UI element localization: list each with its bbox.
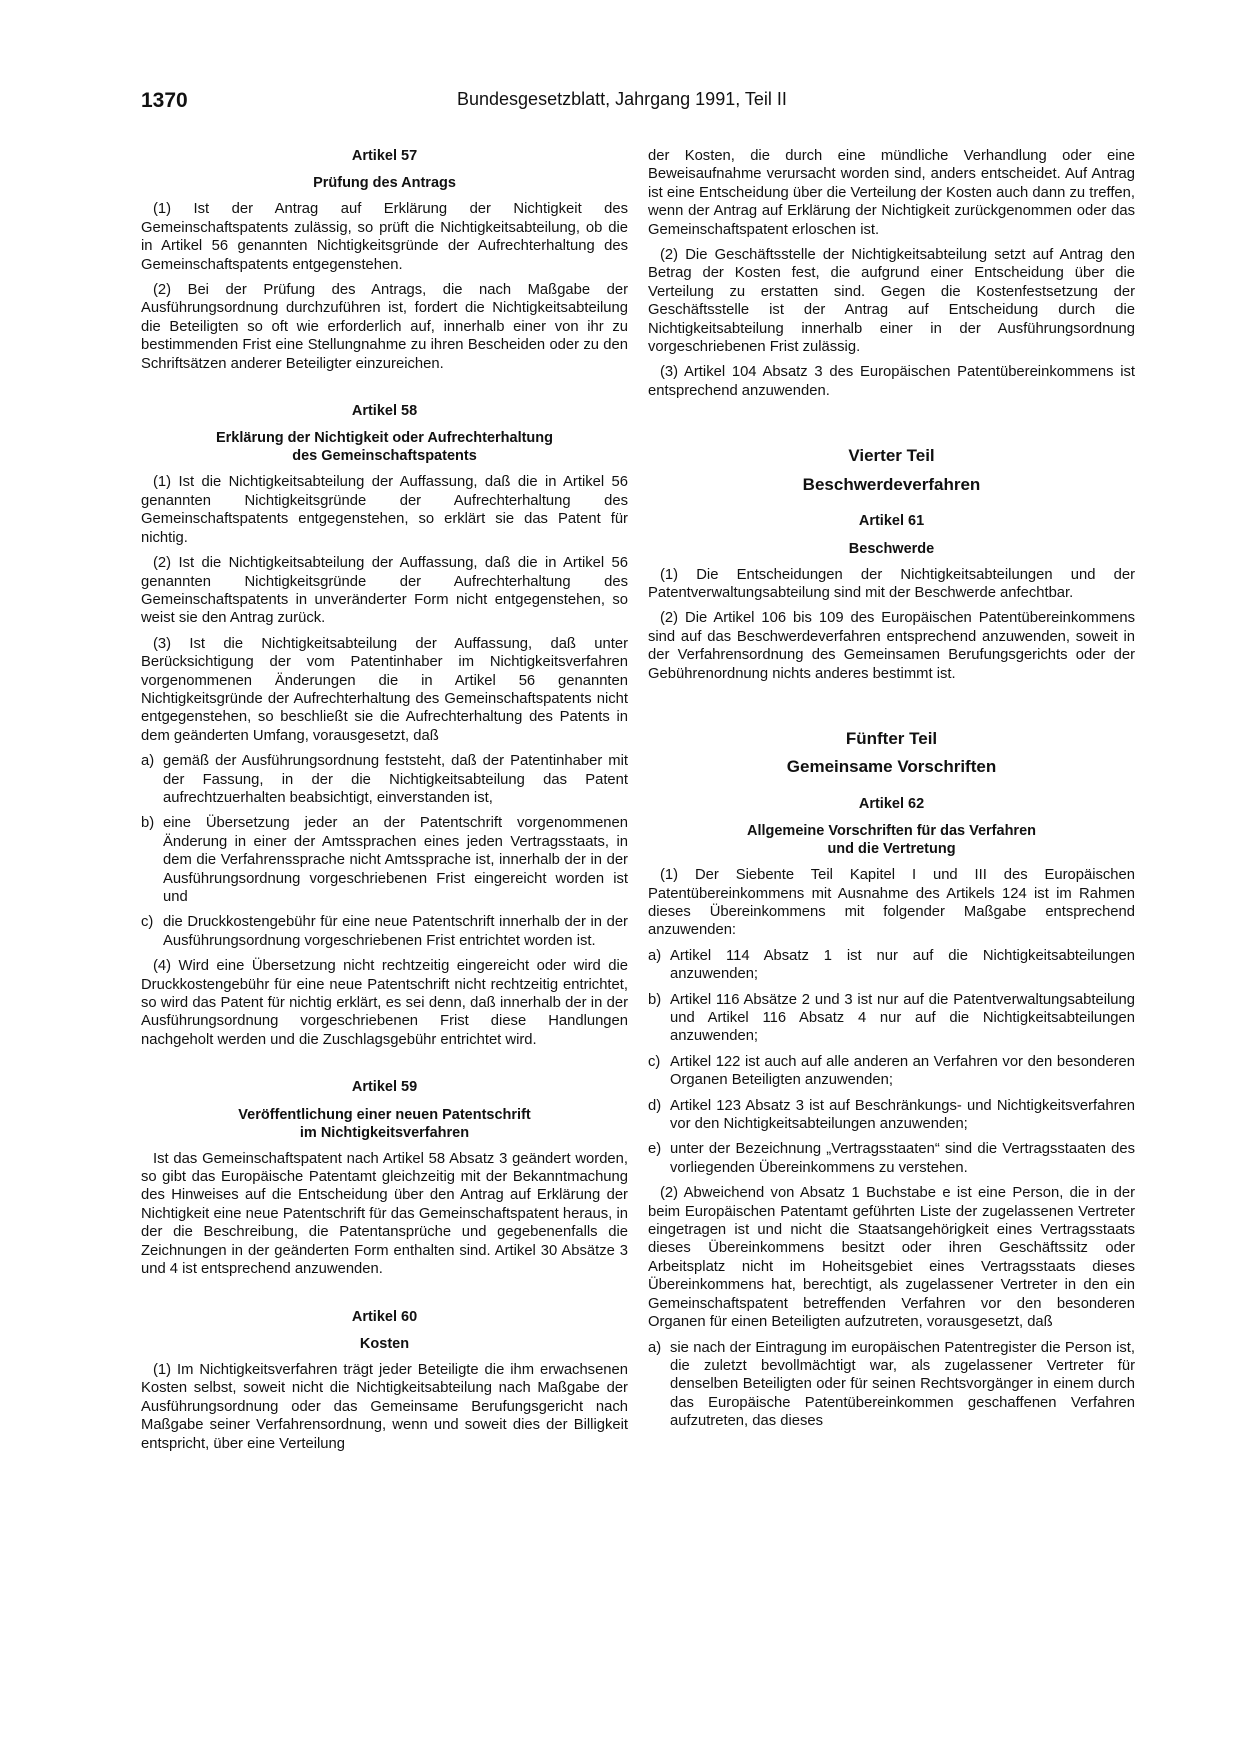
list-item-label: b)	[648, 991, 662, 1008]
list-item	[648, 947, 1135, 984]
paragraph: (2) Die Artikel 106 bis 109 des Europäischen Patentübereinkommens sind auf das Beschwerdeverfahren entsprechend anzuwenden, soweit in der Verfahrensordnung des Gemeinsamen Berufungsgerichts oder der Gebührenordnung nichts anderes bestimmt ist.	[648, 610, 1135, 682]
part-number: Vierter Teil	[848, 446, 935, 466]
right-column	[648, 147, 1135, 1438]
list-item-text: unter der Bezeichnung „Vertragsstaaten“ sind die Vertragsstaaten des vorliegenden Übereinkommens zu verstehen.	[670, 1141, 1135, 1176]
list-item-text: die Druckkostengebühr für eine neue Patentschrift innerhalb der in der Ausführungsordnung vorgeschriebenen Frist entrichtet worden ist.	[163, 914, 628, 949]
article-title-line: des Gemeinschaftspatents	[292, 448, 477, 465]
article-number: Artikel 60	[351, 1308, 418, 1325]
list-item	[141, 913, 628, 950]
article-number: Artikel 59	[351, 1079, 418, 1096]
list-item	[648, 991, 1135, 1046]
list-item-text: eine Übersetzung jeder an der Patentschrift vorgenommenen Änderung in einer der Amtssprachen eines jeden Vertragsstaats, in dem die Verfahrenssprache nicht Amtssprache ist, innerhalb der in der Ausführungsordnung vorgeschriebenen Frist eingereicht worden ist und	[163, 815, 628, 905]
list-item	[141, 814, 628, 906]
part-number: Fünfter Teil	[845, 728, 938, 748]
paragraph: (1) Der Siebente Teil Kapitel I und III des Europäischen Patentübereinkommens mit Ausnahme des Artikels 124 ist im Rahmen dieses Übereinkommens mit folgender Maßgabe entsprechend anzuwenden:	[648, 867, 1135, 939]
list-item-label: c)	[141, 914, 154, 931]
paragraph-continued: der Kosten, die durch eine mündliche Verhandlung oder eine Beweisaufnahme verursacht worden sind, anders entscheidet. Auf Antrag ist eine Entscheidung über die Verteilung der Kosten auch dann zu treffen, wenn der Antrag auf Erklärung der Nichtigkeit zurückgenommen oder das Gemeinschaftspatent erloschen ist.	[648, 148, 1135, 238]
paragraph: (1) Ist die Nichtigkeitsabteilung der Auffassung, daß die in Artikel 56 genannten Nichtigkeitsgründe der Aufrechterhaltung des Gemeinschaftspatents entgegenstehen, so erklärt sie das Patent für nichtig.	[141, 474, 628, 546]
article-number: Artikel 62	[858, 795, 925, 812]
article-title-line: Allgemeine Vorschriften für das Verfahren	[746, 823, 1036, 840]
article-number: Artikel 58	[351, 403, 418, 420]
page-number: 1370	[141, 89, 188, 112]
article-title: Kosten	[359, 1335, 410, 1352]
part-four	[648, 447, 1135, 494]
article-57	[141, 147, 628, 373]
article-title-line: Erklärung der Nichtigkeit oder Aufrechterhaltung	[215, 430, 554, 447]
article-title: Beschwerde	[848, 540, 935, 557]
list-item-text: Artikel 114 Absatz 1 ist nur auf die Nichtigkeitsabteilungen anzuwenden;	[670, 947, 1135, 983]
article-58	[141, 402, 628, 1049]
paragraph: (2) Bei der Prüfung des Antrags, die nach Maßgabe der Ausführungsordnung durchzuführen ist, fordert die Nichtigkeitsabteilung die Beteiligten so oft wie erforderlich auf, innerhalb einer von ihr zu bestimmenden Frist eine Stellungnahme zu ihren Bescheiden oder zu den Schriftsätzen anderer Beteiligter einzureichen.	[141, 282, 628, 372]
list-item-text: sie nach der Eintragung im europäischen Patentregister die Person ist, die zuletzt bevollmächtigt war, als zugelassener Vertreter für denselben Beteiligten oder für seinen Rechtsvorgänger in einem durch das Europäische Patentübereinkommen geschaffenen Verfahren aufzutreten, das dieses	[670, 1339, 1135, 1430]
left-column	[141, 147, 628, 1460]
list-item-text: Artikel 122 ist auch auf alle anderen an Verfahren vor den besonderen Organen Beteiligten anzuwenden;	[670, 1053, 1135, 1089]
paragraph: (4) Wird eine Übersetzung nicht rechtzeitig eingereicht oder wird die Druckkostengebühr für eine neue Patentschrift nicht rechtzeitig entrichtet, so wird das Patent für nichtig erklärt, es sei denn, daß innerhalb der in der Ausführungsordnung vorgeschriebenen Frist diese Handlungen nachgeholt werden und die Zuschlagsgebühr entrichtet wird.	[141, 958, 628, 1048]
list-item-label: a)	[648, 1339, 662, 1356]
paragraph: (3) Artikel 104 Absatz 3 des Europäischen Patentübereinkommens ist entsprechend anzuwenden.	[648, 364, 1135, 399]
list-item	[648, 1097, 1135, 1134]
article-number: Artikel 61	[858, 513, 925, 530]
list-item-label: d)	[648, 1097, 662, 1114]
article-61	[648, 512, 1135, 683]
article-62	[648, 795, 1135, 1431]
article-59	[141, 1078, 628, 1278]
paragraph: (1) Die Entscheidungen der Nichtigkeitsabteilungen und der Patentverwaltungsabteilung sind mit der Beschwerde anfechtbar.	[648, 566, 1135, 601]
list-item	[141, 752, 628, 807]
list-item	[648, 1339, 1135, 1431]
article-title-line: und die Vertretung	[827, 841, 956, 858]
paragraph: (2) Die Geschäftsstelle der Nichtigkeitsabteilung setzt auf Antrag den Betrag der Kosten fest, die aufgrund einer Entscheidung über die Verteilung zu erstatten sind. Gegen die Kostenfestsetzung der Geschäftsstelle ist der Antrag auf Entscheidung durch die Nichtigkeitsabteilung innerhalb einer in der Ausführungsordnung vorgeschriebenen Frist zulässig.	[648, 247, 1135, 356]
list-item-label: a)	[141, 753, 155, 770]
list-item-label: a)	[648, 947, 662, 964]
part-title: Beschwerdeverfahren	[802, 474, 981, 494]
list-item-label: e)	[648, 1141, 662, 1158]
article-title-line: im Nichtigkeitsverfahren	[299, 1124, 470, 1141]
list-item-text: Artikel 123 Absatz 3 ist auf Beschränkungs- und Nichtigkeitsverfahren vor den Nichtigkeitsabteilungen anzuwenden;	[670, 1097, 1135, 1133]
list-item-text: Artikel 116 Absätze 2 und 3 ist nur auf die Patentverwaltungsabteilung und Artikel 116 Absatz 4 nur auf die Nichtigkeitsabteilungen anzuwenden;	[670, 991, 1135, 1045]
part-five	[648, 730, 1135, 777]
article-title-line: Veröffentlichung einer neuen Patentschrift	[238, 1106, 531, 1123]
paragraph: Ist das Gemeinschaftspatent nach Artikel 58 Absatz 3 geändert worden, so gibt das Europäische Patentamt gleichzeitig mit der Bekanntmachung des Hinweises auf die Entscheidung über den Antrag auf Erklärung der Nichtigkeit eine neue Patentschrift für das Gemeinschaftspatent heraus, in der die Beschreibung, die Patentansprüche und gegebenenfalls die Zeichnungen in der geänderten Form enthalten sind. Artikel 30 Absätze 3 und 4 ist entsprechend anzuwenden.	[141, 1150, 628, 1278]
article-title	[141, 1106, 628, 1142]
paragraph: (2) Ist die Nichtigkeitsabteilung der Auffassung, daß die in Artikel 56 genannten Nichtigkeitsgründe der Aufrechterhaltung des Gemeinschaftspatents in unveränderter Form nicht entgegenstehen, so weist sie den Antrag zurück.	[141, 555, 628, 627]
paragraph: (1) Ist der Antrag auf Erklärung der Nichtigkeit des Gemeinschaftspatents zulässig, so prüft die Nichtigkeitsabteilung, ob die in Artikel 56 genannten Nichtigkeitsgründe der Aufrechterhaltung des Gemeinschaftspatents entgegenstehen.	[141, 201, 628, 273]
part-title: Gemeinsame Vorschriften	[786, 757, 997, 777]
article-title	[648, 822, 1135, 858]
article-number: Artikel 57	[351, 148, 418, 164]
list-item	[648, 1140, 1135, 1177]
list-item-label: c)	[648, 1053, 661, 1070]
paragraph: (1) Im Nichtigkeitsverfahren trägt jeder Beteiligte die ihm erwachsenen Kosten selbst, soweit nicht die Nichtigkeitsabteilung nach Maßgabe der Ausführungsordnung oder das Gemeinsame Berufungsgericht nach Maßgabe seiner Verfahrensordnung, wenn und soweit dies der Billigkeit entspricht, über eine Verteilung	[141, 1361, 628, 1452]
list-item-text: gemäß der Ausführungsordnung feststeht, daß der Patentinhaber mit der Fassung, in der die Nichtigkeitsabteilung das Patent aufrechtzuerhalten beabsichtigt, einverstanden ist,	[163, 753, 628, 806]
list-item-label: b)	[141, 815, 155, 832]
article-title	[141, 429, 628, 465]
article-title: Prüfung des Antrags	[313, 175, 456, 192]
paragraph: (2) Abweichend von Absatz 1 Buchstabe e ist eine Person, die in der beim Europäischen Patentamt geführten Liste der zugelassenen Vertreter eingetragen ist und nicht die Staatsangehörigkeit eines Vertragsstaats dieses Übereinkommens besitzt oder ihren Geschäftssitz oder Arbeitsplatz nicht im Hoheitsgebiet eines Vertragsstaats dieses Übereinkommens hat, berechtigt, als zugelassener Vertreter in den ein Gemeinschaftspatent betreffenden Verfahren vor den besonderen Organen für einen Beteiligten aufzutreten, vorausgesetzt, daß	[648, 1185, 1135, 1331]
running-head: Bundesgesetzblatt, Jahrgang 1991, Teil II	[457, 89, 787, 109]
paragraph: (3) Ist die Nichtigkeitsabteilung der Auffassung, daß unter Berücksichtigung der vom Patentinhaber im Nichtigkeitsverfahren vorgenommenen Änderungen die in Artikel 56 genannten Nichtigkeitsgründe der Aufrechterhaltung des Gemeinschaftspatents nicht entgegenstehen, so beschließt sie die Aufrechterhaltung des Patents in dem geänderten Umfang, vorausgesetzt, daß	[141, 635, 628, 744]
article-60	[141, 1308, 628, 1453]
list-item	[648, 1053, 1135, 1090]
